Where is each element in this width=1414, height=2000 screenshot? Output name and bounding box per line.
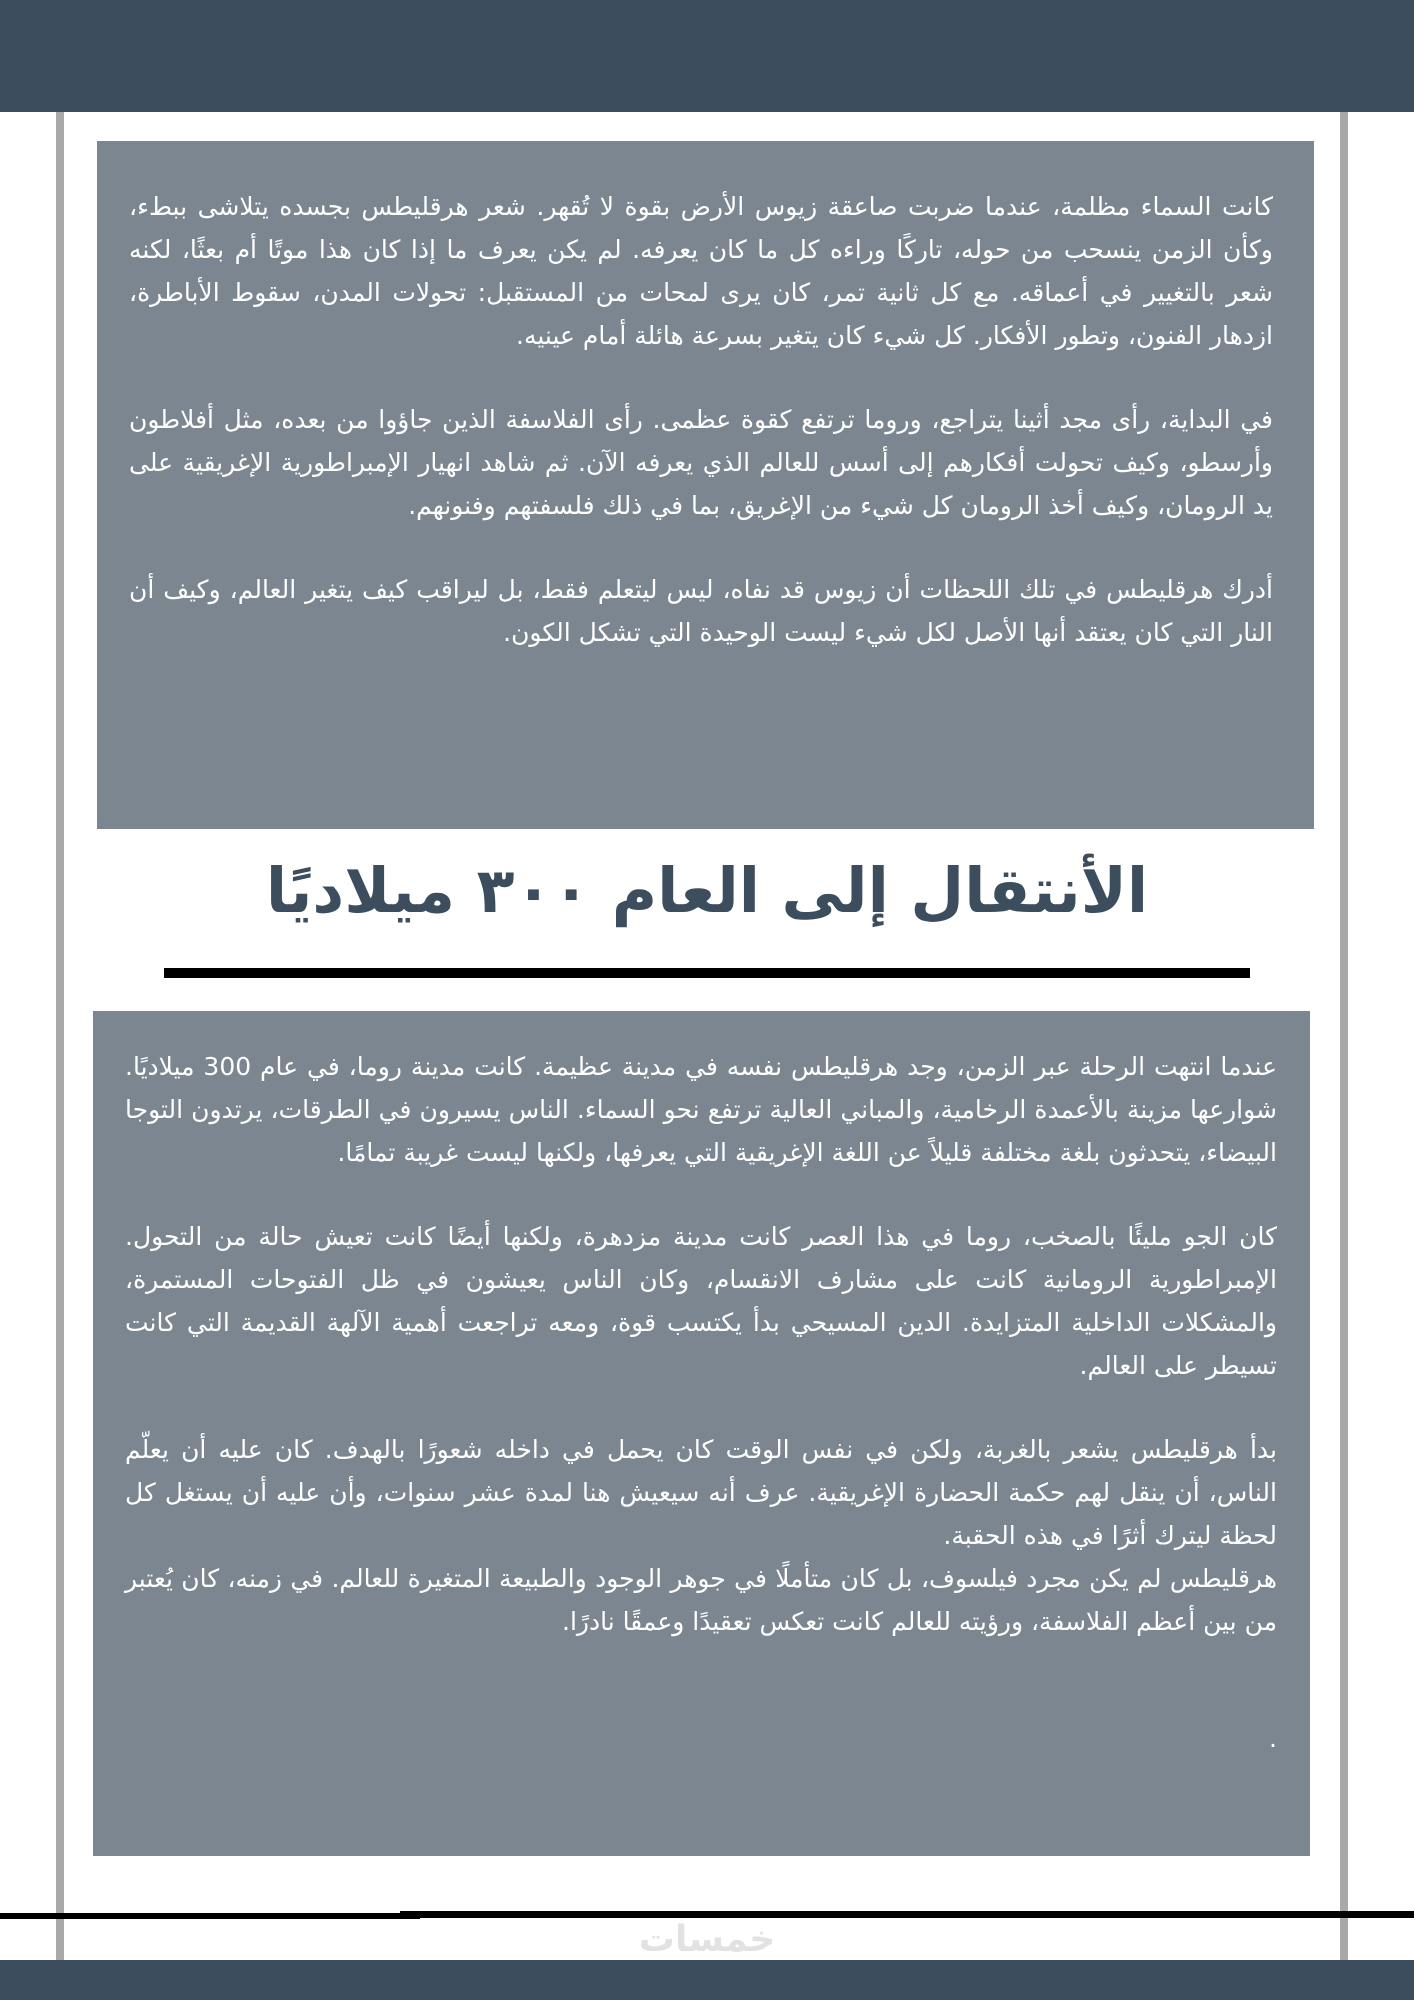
story-paragraph: بدأ هرقليطس يشعر بالغربة، ولكن في نفس الوقت كان يحمل في داخله شعورًا بالهدف. كان عليه أن يعلّم الناس، أن ينقل لهم حكمة الحضارة الإغريقية. عرف أنه سيعيش هنا لمدة عشر سنوات، وأن عليه أن يستغل كل لحظة ليترك أثرًا في هذه الحقبة. <box>125 1435 1277 1550</box>
story-paragraph: هرقليطس لم يكن مجرد فيلسوف، بل كان متأملًا في جوهر الوجود والطبيعة المتغيرة للعالم. في زمنه، كان يُعتبر من بين أعظم الفلاسفة، ورؤيته للعالم كانت تعكس تعقيدًا وعمقًا نادرًا. <box>125 1564 1277 1636</box>
story-paragraph: في البداية، رأى مجد أثينا يتراجع، وروما ترتفع كقوة عظمى. رأى الفلاسفة الذين جاؤوا من بعده، مثل أفلاطون وأرسطو، وكيف تحولت أفكارهم إلى أسس للعالم الذي يعرفه الآن. ثم شاهد انهيار الإمبراطورية الإغريقية على يد الرومان، وكيف أخذ الرومان كل شيء من الإغريق، بما في ذلك فلسفتهم وفنونهم. <box>129 405 1273 520</box>
watermark-logo: خمسات <box>638 1919 776 1960</box>
heading-underline <box>164 968 1250 978</box>
story-paragraph: عندما انتهت الرحلة عبر الزمن، وجد هرقليطس نفسه في مدينة عظيمة. كانت مدينة روما، في عام 300 ميلاديًا. شوارعها مزينة بالأعمدة الرخامية، والمباني العالية ترتفع نحو السماء. الناس يسيرون في الطرقات، يرتدون التوجا البيضاء، يتحدثون بلغة مختلفة قليلاً عن اللغة الإغريقية التي يعرفها، ولكنها ليست غريبة تمامًا. <box>125 1052 1277 1167</box>
story-paragraph: كانت السماء مظلمة، عندما ضربت صاعقة زيوس الأرض بقوة لا تُقهر. شعر هرقليطس بجسده يتلاشى ببطء، وكأن الزمن ينسحب من حوله، تاركًا وراءه كل ما كان يعرفه. لم يكن يعرف ما إذا كان هذا موتًا أم بعثًا، لكنه شعر بالتغيير في أعماقه. مع كل ثانية تمر، كان يرى لمحات من المستقبل: تحولات المدن، سقوط الأباطرة، ازدهار الفنون، وتطور الأفكار. كل شيء كان يتغير بسرعة هائلة أمام عينيه. <box>129 192 1273 350</box>
story-paragraph: أدرك هرقليطس في تلك اللحظات أن زيوس قد نفاه، ليس ليتعلم فقط، بل ليراقب كيف يتغير العالم، وكيف أن النار التي كان يعتقد أنها الأصل لكل شيء ليست الوحيدة التي تشكل الكون. <box>129 575 1273 647</box>
footer-rule-left <box>0 1913 420 1919</box>
section-heading: الأنتقال إلى العام ٣٠٠ ميلاديًا <box>265 854 1149 927</box>
header-bar <box>0 0 1414 112</box>
story-paragraph-dot: . <box>1269 1724 1277 1753</box>
story-paragraph: كان الجو مليئًا بالصخب، روما في هذا العصر كانت مدينة مزدهرة، ولكنها أيضًا كانت تعيش حالة من التحول. الإمبراطورية الرومانية كانت على مشارف الانقسام، وكان الناس يعيشون في ظل الفتوحات المستمرة، والمشكلات الداخلية المتزايدة. الدين المسيحي بدأ يكتسب قوة، ومعه تراجعت أهمية الآلهة القديمة التي كانت تسيطر على العالم. <box>125 1222 1277 1380</box>
left-border-rule <box>56 112 64 1960</box>
right-border-rule <box>1340 112 1348 1960</box>
footer-rule-right <box>400 1911 1414 1918</box>
footer-bar <box>0 1960 1414 2000</box>
story-text-box-top <box>97 141 1314 829</box>
story-text-box-bottom <box>93 1011 1310 1856</box>
